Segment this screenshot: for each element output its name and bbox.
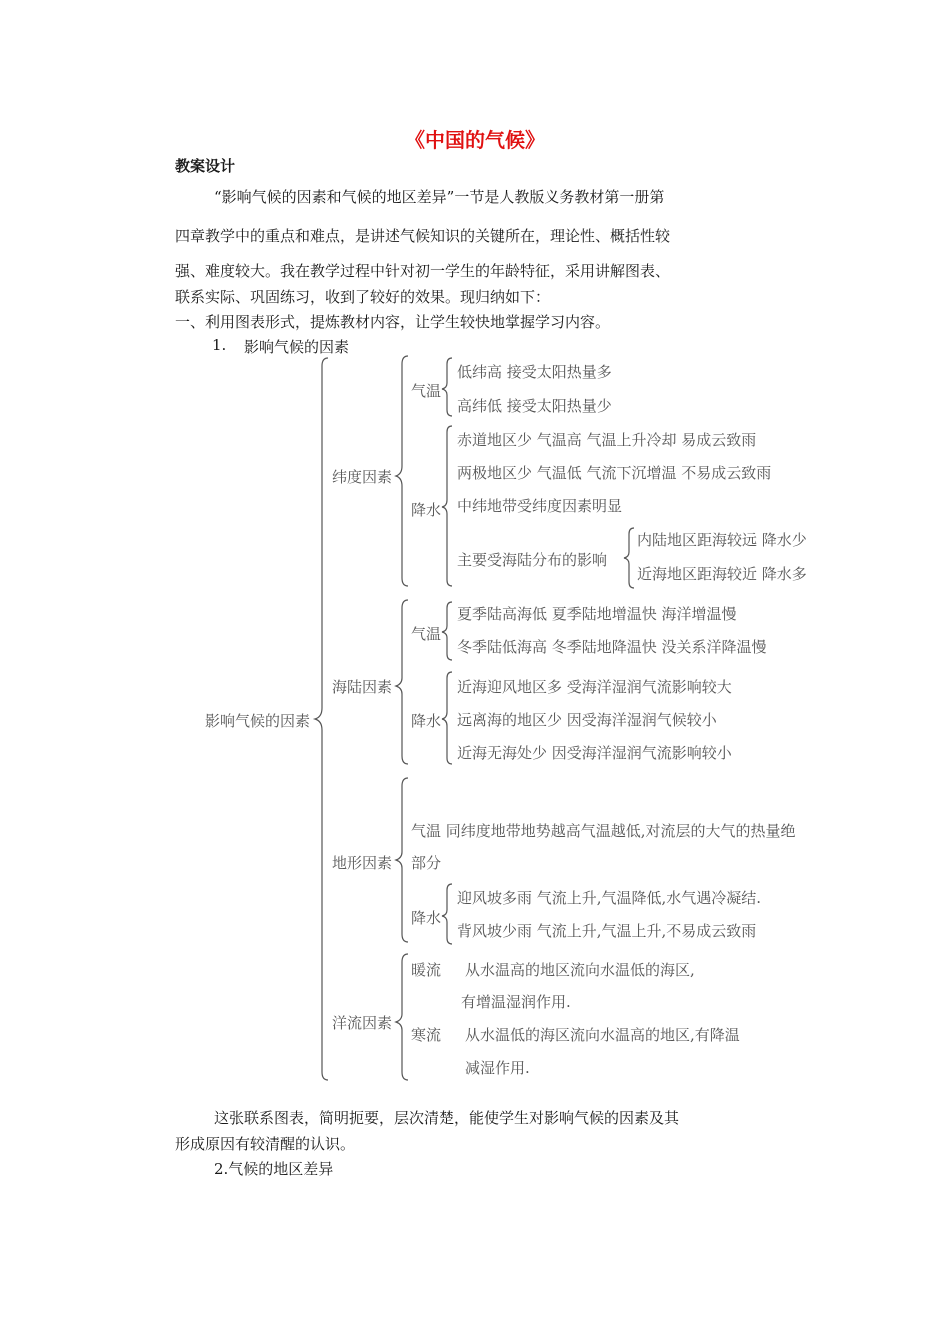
terrain-label: 地形因素 [332,854,393,872]
terrain-temp-line: 气温 同纬度地带地势越高气温越低,对流层的大气的热量绝 [411,822,796,840]
latitude-precip-item: 两极地区少 气温低 气流下沉增温 不易成云致雨 [457,464,772,482]
summary-line-1: 这张联系图表，简明扼要，层次清楚，能使学生对影响气候的因素及其 [214,1109,680,1127]
item-one-number: 1. [212,336,227,354]
current-label: 洋流因素 [332,1014,393,1032]
intro-line-2: 四章教学中的重点和难点，是讲述气候知识的关键所在，理论性、概括性较 [175,227,671,245]
sea-land-temp-brace [442,602,452,660]
sea-land-temp-item: 夏季陆高海低 夏季陆地增温快 海洋增温慢 [457,605,737,623]
latitude-temp-item: 低纬高 接受太阳热量多 [457,363,612,381]
sea-land-brace [396,600,408,764]
sea-land-temp-label: 气温 [411,625,442,643]
warm-current-line: 有增温湿润作用. [461,993,571,1011]
latitude-precip-item: 中纬地带受纬度因素明显 [457,497,623,515]
latitude-temp-label: 气温 [411,382,442,400]
latitude-brace [396,356,408,586]
sea-land-precip-item: 近海迎风地区多 受海洋湿润气流影响较大 [457,678,732,696]
sea-land-precip-item: 远离海的地区少 因受海洋湿润气候较小 [457,711,717,729]
root-brace [315,358,328,1080]
item-one-label: 影响气候的因素 [244,338,350,356]
sea-land-distribution-item: 近海地区距海较近 降水多 [637,565,807,583]
diagram-root-label: 影响气候的因素 [205,712,311,730]
intro-line-1: “影响气候的因素和气候的地区差异”一节是人教版义务教材第一册第 [214,188,665,206]
terrain-precip-label: 降水 [411,909,442,927]
section-one-text: 一、利用图表形式，提炼教材内容，让学生较快地掌握学习内容。 [175,313,611,331]
sea-land-distribution-label: 主要受海陆分布的影响 [457,551,608,569]
cold-current-line: 减湿作用. [465,1059,530,1077]
cold-current-line: 从水温低的海区流向水温高的地区,有降温 [465,1026,740,1044]
document-title: 《中国的气候》 [405,128,545,152]
terrain-brace [396,778,408,942]
latitude-label: 纬度因素 [332,468,393,486]
item-two-label: 2.气候的地区差异 [214,1160,334,1178]
intro-line-4: 联系实际、巩固练习，收到了较好的效果。现归纳如下： [175,288,551,306]
sea-land-precip-label: 降水 [411,712,442,730]
terrain-temp-line: 部分 [411,854,442,872]
summary-line-2: 形成原因有较清醒的认识。 [175,1135,356,1153]
sea-land-label: 海陆因素 [332,678,393,696]
sea-land-distribution-item: 内陆地区距海较远 降水少 [637,531,807,549]
warm-current-label: 暖流 [411,961,442,979]
terrain-precip-brace [442,884,452,944]
latitude-precip-brace [442,426,452,586]
sea-land-precip-item: 近海无海处少 因受海洋湿润气流影响较小 [457,744,732,762]
latitude-precip-label: 降水 [411,501,442,519]
section-heading: 教案设计 [175,157,236,175]
cold-current-label: 寒流 [411,1026,442,1044]
latitude-precip-item: 赤道地区少 气温高 气温上升冷却 易成云致雨 [457,431,757,449]
warm-current-line: 从水温高的地区流向水温低的海区, [465,961,695,979]
current-brace [396,954,408,1080]
latitude-temp-item: 高纬低 接受太阳热量少 [457,397,612,415]
intro-line-3: 强、难度较大。我在教学过程中针对初一学生的年龄特征，采用讲解图表、 [175,262,671,280]
sea-land-dist-brace [624,528,634,588]
sea-land-temp-item: 冬季陆低海高 冬季陆地降温快 没关系洋降温慢 [457,638,767,656]
sea-land-precip-brace [442,672,452,764]
terrain-precip-item: 迎风坡多雨 气流上升,气温降低,水气遇冷凝结. [457,889,762,907]
latitude-temp-brace [442,358,452,416]
terrain-precip-item: 背风坡少雨 气流上升,气温上升,不易成云致雨 [457,922,757,940]
